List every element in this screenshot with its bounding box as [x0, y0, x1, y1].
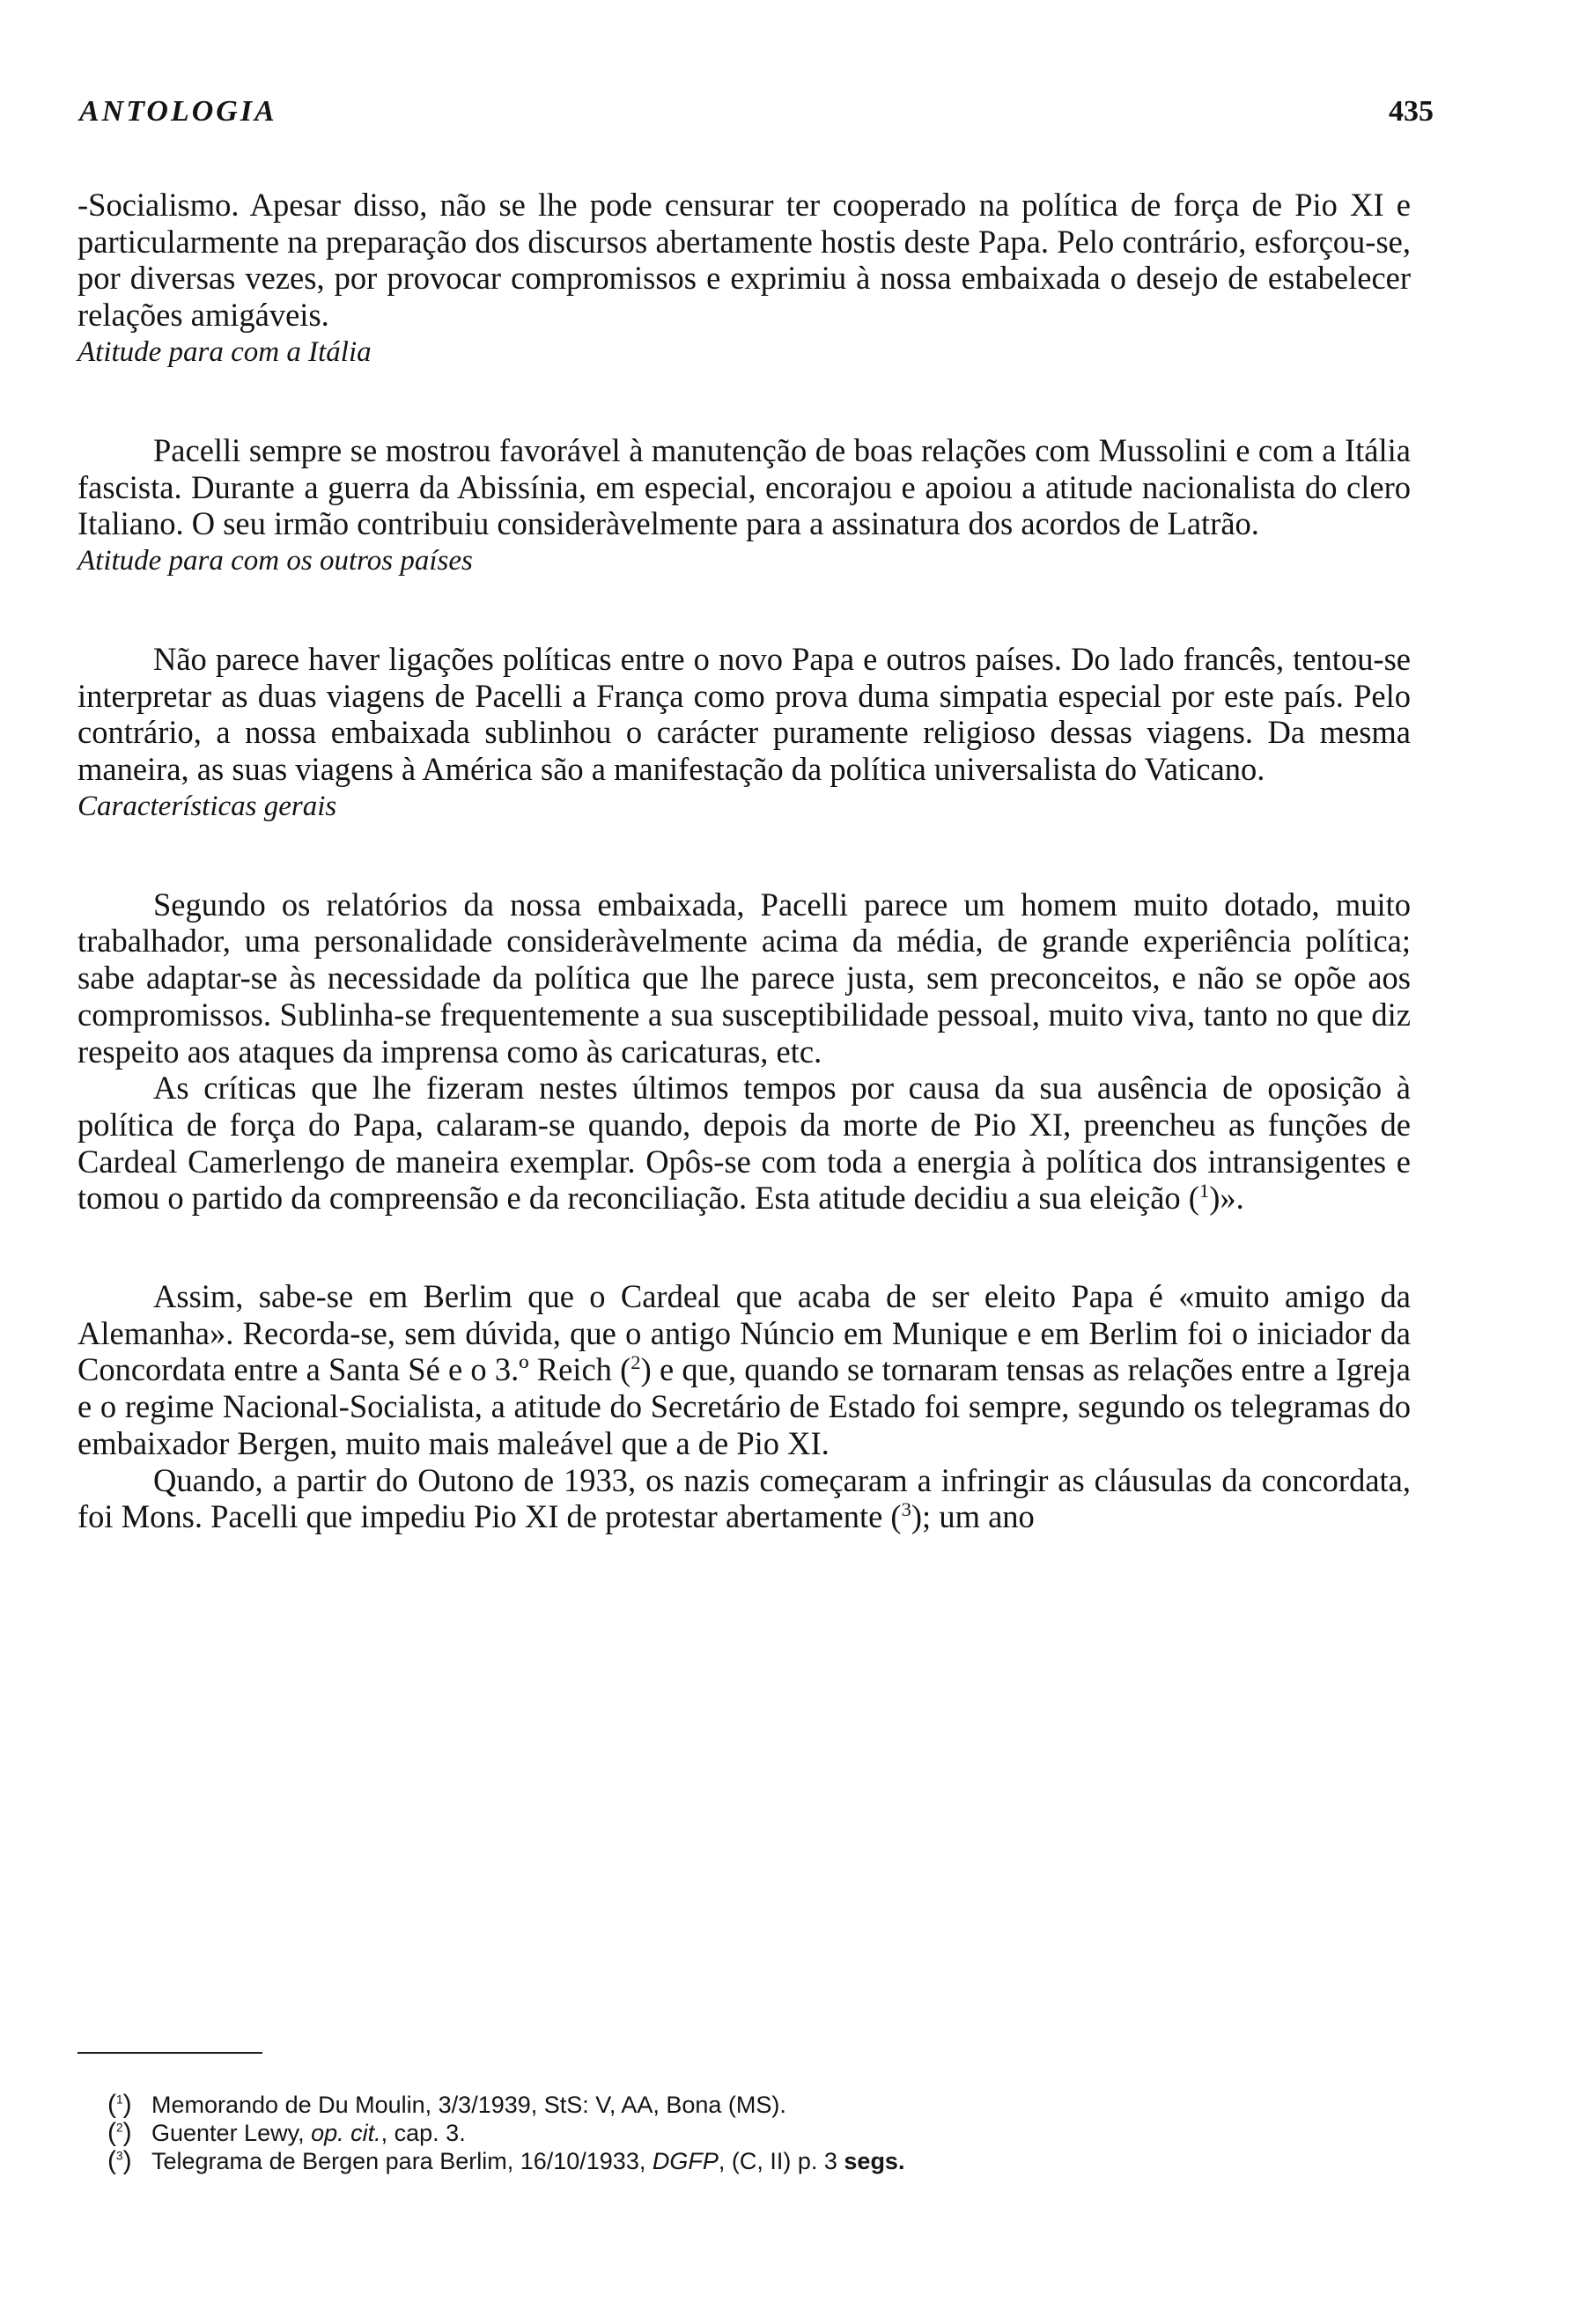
- section-heading-caracteristicas: Características gerais: [77, 790, 337, 822]
- footnote-number: 1: [116, 2092, 123, 2107]
- footnote-marker: ($^1$): [107, 2090, 132, 2119]
- paragraph: Pacelli sempre se mostrou favorável à manutenção de boas relações com Mussolini e com a Itália fascista. Durante a guerra da Abissínia, em especial, encorajou e apoiou a atitude nacionalista do clero Italiano. O seu irmão contribuiu consideràvelmente para a assinatura dos acordos de Latrão.: [77, 431, 1411, 542]
- footnote-text: Guenter Lewy,: [151, 2120, 312, 2146]
- paragraph: Quando, a partir do Outono de 1933, os nazis começaram a infringir as cláusulas da concordata, foi Mons. Pacelli que impediu Pio XI de protestar abertamente ($^3$); um ano: [77, 1461, 1411, 1535]
- body-text: [77, 187, 1411, 1535]
- paragraph: Segundo os relatórios da nossa embaixada, Pacelli parece um homem muito dotado, muito trabalhador, uma personalidade consideràvelmente acima da média, de grande experiência política; sabe adaptar-se às necessidade da política que lhe parece justa, sem preconceitos, e não se opõe aos compromissos. Sublinha-se frequentemente a sua susceptibilidade pessoal, muito viva, tanto no que diz respeito aos ataques da imprensa como às caricaturas, etc.: [77, 886, 1411, 1070]
- paragraph: As críticas que lhe fizeram nestes últimos tempos por causa da sua ausência de oposição à política de força do Papa, calaram-se quando, depois da morte de Pio XI, preencheu as funções de Cardeal Camerlengo de maneira exemplar. Opôs-se com toda a energia à política dos intransigentes e tomou o partido da compreensão e da reconciliação. Esta atitude decidiu a sua eleição ($^1$)».: [77, 1070, 1411, 1217]
- paragraph-text: Assim, sabe-se em Berlim que o Cardeal que acaba de ser eleito Papa é «muito amigo da Alemanha». Recorda-se, sem dúvida, que o antigo Núncio em Munique e em Berlim foi o iniciador da Concordata entre a Santa Sé e o 3.º Reich: [77, 1278, 1411, 1388]
- paragraph: -Socialismo. Apesar disso, não se lhe pode censurar ter cooperado na política de força de Pio XI e particularmente na preparação dos discursos abertamente hostis deste Papa. Pelo contrário, esforçou-se, por diversas vezes, por provocar compromissos e exprimiu à nossa embaixada o desejo de estabelecer relações amigáveis.: [77, 187, 1411, 334]
- footnote-text-italic: op. cit.: [311, 2120, 381, 2146]
- paragraph-text-cont: ; um ano: [922, 1498, 1035, 1535]
- page-number: 435: [1389, 95, 1434, 128]
- footnote-text-italic: DGFP: [652, 2148, 719, 2174]
- footnote-marker: ($^3$): [107, 2146, 132, 2175]
- footnote-ref: 2: [630, 1351, 641, 1374]
- footnote: [107, 2090, 1384, 2119]
- footnote-marker: ($^2$): [107, 2118, 132, 2147]
- footnote-ref: 1: [1198, 1180, 1210, 1202]
- footnote: [107, 2146, 1384, 2175]
- paragraph-text-cont: e que, quando se tornaram tensas as relações entre a Igreja e o regime Nacional-Socialista, a atitude do Secretário de Estado foi sempre, segundo os telegramas do embaixador Bergen, muito mais maleável que a de Pio XI.: [77, 1351, 1412, 1461]
- paragraph-text: Quando, a partir do Outono de 1933, os nazis começaram a infringir as cláusulas da concordata, foi Mons. Pacelli que impediu Pio XI de protestar abertamente: [77, 1461, 1411, 1535]
- paragraph-text-end: ».: [1220, 1180, 1244, 1217]
- footnotes: [107, 2090, 1384, 2175]
- paragraph: Não parece haver ligações políticas entre o novo Papa e outros países. Do lado francês, tentou-se interpretar as duas viagens de Pacelli a França como prova duma simpatia especial por este país. Pelo contrário, a nossa embaixada sublinhou o carácter puramente religioso dessas viagens. Da mesma maneira, as suas viagens à América são a manifestação da política universalista do Vaticano.: [77, 640, 1411, 788]
- footnote-text: Telegrama de Bergen para Berlim, 16/10/1933,: [151, 2148, 653, 2174]
- footnote-text: Memorando de Du Moulin, 3/3/1939, StS: V, AA, Bona (MS).: [151, 2092, 786, 2118]
- running-header: [79, 95, 1434, 137]
- section-heading-outros-paises: Atitude para com os outros países: [77, 544, 473, 577]
- section-heading-italia: Atitude para com a Itália: [77, 335, 372, 368]
- footnote-text-bold: segs.: [844, 2148, 905, 2174]
- running-title: ANTOLOGIA: [79, 95, 277, 128]
- paragraph-text: As críticas que lhe fizeram nestes últimos tempos por causa da sua ausência de oposição à política de força do Papa, calaram-se quando, depois da morte de Pio XI, preencheu as funções de Cardeal Camerlengo de maneira exemplar. Opôs-se com toda a energia à política dos intransigentes e tomou o partido da compreensão e da reconciliação. Esta atitude decidiu a sua eleição: [77, 1070, 1411, 1217]
- footnote-ref: 3: [901, 1498, 911, 1521]
- footnote-text: , (C, II) p. 3: [718, 2148, 844, 2174]
- footnote: [107, 2118, 1384, 2147]
- footnote-text: , cap. 3.: [380, 2120, 466, 2146]
- footnote-number: 2: [116, 2121, 123, 2135]
- paragraph: Assim, sabe-se em Berlim que o Cardeal que acaba de ser eleito Papa é «muito amigo da Alemanha». Recorda-se, sem dúvida, que o antigo Núncio em Munique e em Berlim foi o iniciador da Concordata entre a Santa Sé e o 3.º Reich ($^2$) e que, quando se tornaram tensas as relações entre a Igreja e o regime Nacional-Socialista, a atitude do Secretário de Estado foi sempre, segundo os telegramas do embaixador Bergen, muito mais maleável que a de Pio XI.: [77, 1278, 1412, 1461]
- footnote-separator: [77, 2052, 262, 2054]
- footnote-number: 3: [116, 2149, 123, 2163]
